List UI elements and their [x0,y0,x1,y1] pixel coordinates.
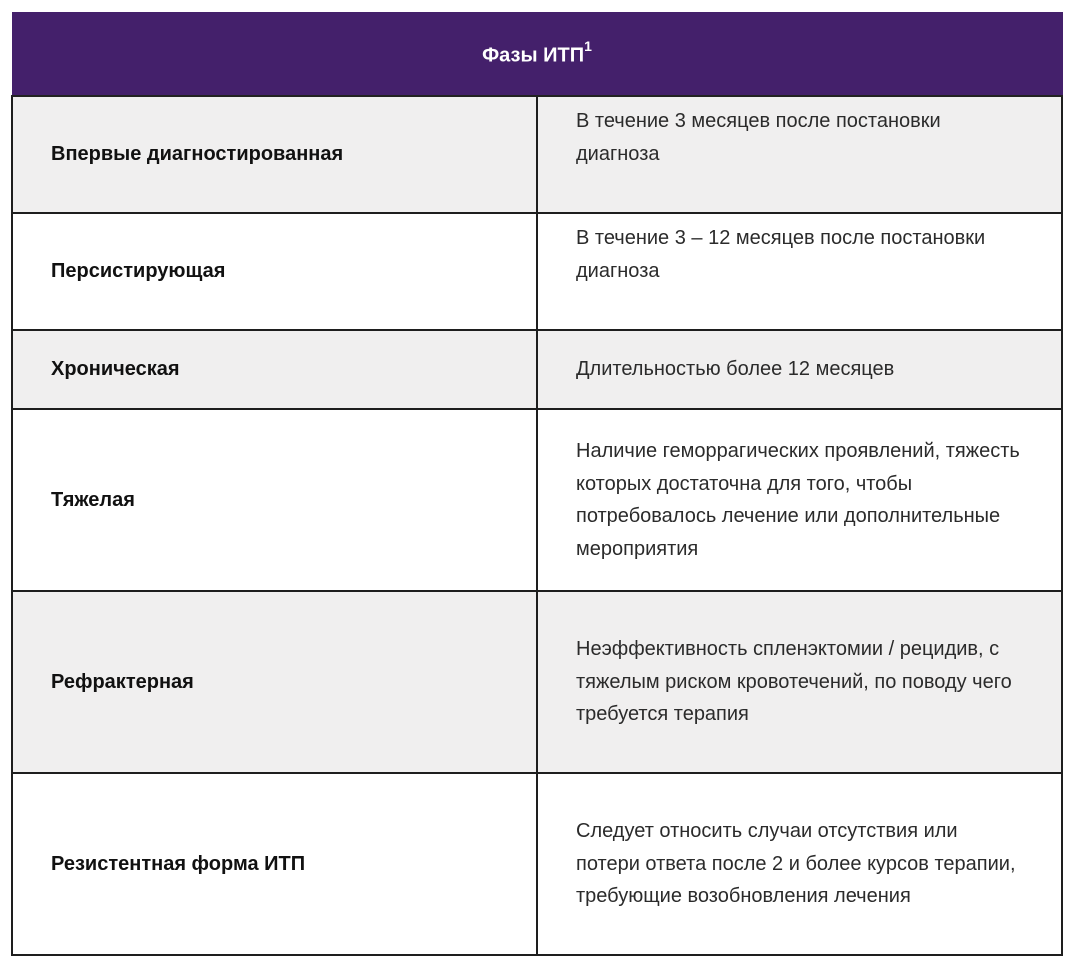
itp-phases-table [11,12,1063,956]
table-row [12,96,1062,213]
phase-description: Наличие геморрагических проявлений, тяжесть которых достаточна для того, чтобы потребовалось лечение или дополнительные мероприятия [576,440,1020,560]
phase-description: Длительностью более 12 месяцев [576,358,895,381]
phase-name: Резистентная форма ИТП [12,773,537,955]
phase-name: Рефрактерная [12,591,537,773]
phase-name: Персистирующая [12,213,537,330]
phase-description-cell [537,409,1062,591]
phase-description: В течение 3 месяцев после постановки диагноза [576,110,941,165]
table-row [12,773,1062,955]
phase-description-cell [537,213,1062,330]
phase-description-cell [537,330,1062,409]
phase-description-cell [537,96,1062,213]
table-row [12,213,1062,330]
phase-description: Неэффективность спленэктомии / рецидив, с тяжелым риском кровотечений, по поводу чего требуется терапия [576,638,1012,726]
table-header-row [12,13,1062,97]
table-row [12,330,1062,409]
title-footnote-marker: 1 [584,37,592,54]
phase-name: Тяжелая [12,409,537,591]
table-title-text: Фазы ИТП [482,44,585,67]
phase-name: Впервые диагностированная [12,96,537,213]
phase-name: Хроническая [12,330,537,409]
table-row [12,591,1062,773]
table-row [12,409,1062,591]
table-title [12,13,1062,97]
phase-description-cell [537,773,1062,955]
phase-description: В течение 3 – 12 месяцев после постановки диагноза [576,227,986,282]
phase-description-cell [537,591,1062,773]
phase-description: Следует относить случаи отсутствия или потери ответа после 2 и более курсов терапии, требующие возобновления лечения [576,820,1016,908]
